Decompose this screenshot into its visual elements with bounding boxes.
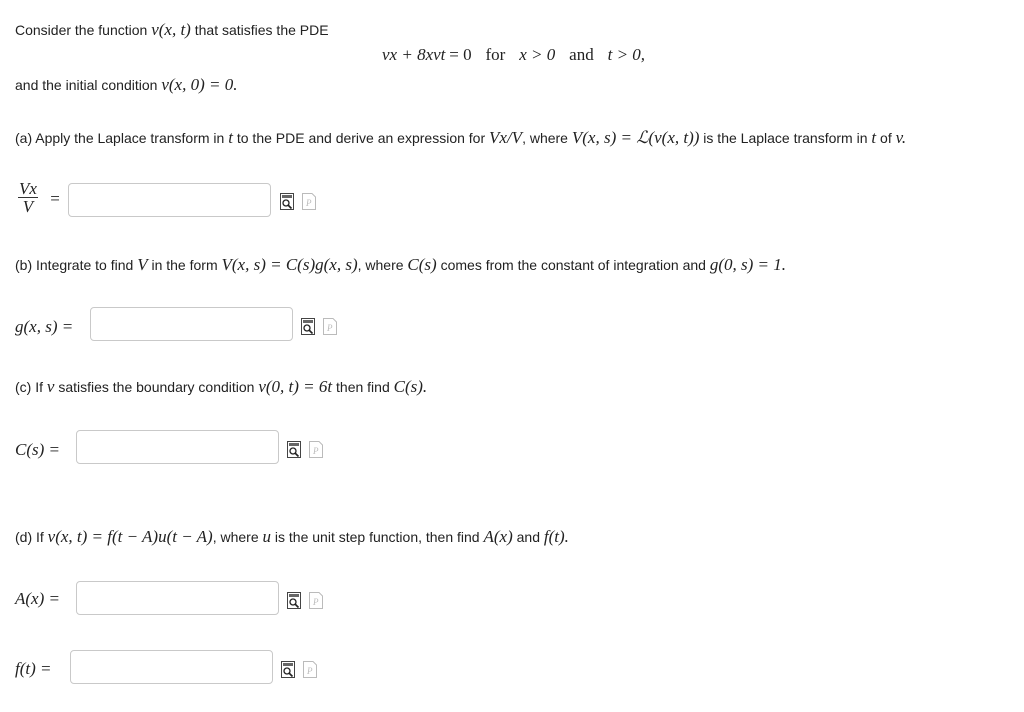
preview-icon[interactable] bbox=[301, 318, 315, 335]
part-a-equals: = bbox=[50, 188, 60, 208]
formula-help-icon[interactable] bbox=[309, 592, 323, 609]
part-a-text-3: , where bbox=[522, 130, 572, 146]
part-b-Cs: C(s) bbox=[407, 255, 437, 274]
part-b-V: V bbox=[137, 255, 148, 274]
svg-text:P: P bbox=[313, 597, 319, 607]
part-b-answer-field[interactable] bbox=[90, 307, 293, 341]
part-b-cond: g(0, s) = 1. bbox=[709, 255, 787, 274]
part-d-text-3: is the unit step function, then find bbox=[271, 529, 484, 545]
part-c-answer-input[interactable] bbox=[77, 431, 278, 463]
svg-text:P: P bbox=[313, 446, 319, 456]
svg-text:P: P bbox=[306, 198, 312, 208]
part-a-fraction-num: Vx bbox=[19, 179, 37, 198]
preview-icon[interactable] bbox=[287, 592, 301, 609]
initial-condition bbox=[15, 75, 237, 95]
part-c-label: C(s) = bbox=[15, 440, 60, 459]
part-b-text-2: in the form bbox=[147, 257, 222, 273]
intro-text-after: that satisfies the PDE bbox=[190, 22, 329, 38]
part-b-question bbox=[15, 255, 786, 275]
intro-func: v(x, t) bbox=[151, 20, 191, 39]
pde-eq: = 0 bbox=[449, 45, 472, 64]
initial-math: v(x, 0) = 0. bbox=[161, 75, 238, 94]
part-a-text-1: (a) Apply the Laplace transform in bbox=[15, 130, 229, 146]
part-b-answer-input[interactable] bbox=[91, 308, 292, 340]
part-b-text-1: (b) Integrate to find bbox=[15, 257, 138, 273]
part-a-laplace-def: V(x, s) = ℒ(v(x, t)) bbox=[571, 128, 700, 147]
part-b-text-4: comes from the constant of integration and bbox=[436, 257, 710, 273]
part-c-text-1: (c) If bbox=[15, 379, 47, 395]
part-a-t2: t bbox=[871, 128, 877, 147]
part-c-text-2: satisfies the boundary condition bbox=[54, 379, 259, 395]
formula-help-icon[interactable] bbox=[303, 661, 317, 678]
svg-text:P: P bbox=[307, 666, 313, 676]
part-d-u: u bbox=[262, 527, 272, 546]
intro-line bbox=[15, 20, 329, 40]
part-a-t: t bbox=[228, 128, 233, 147]
part-a-answer-field[interactable] bbox=[68, 183, 271, 217]
part-d-f: f(t). bbox=[543, 527, 569, 546]
preview-icon[interactable] bbox=[280, 193, 294, 210]
part-a-ratio: Vx/V bbox=[489, 128, 523, 147]
part-c-Cs: C(s). bbox=[393, 377, 428, 396]
part-a-answer-input[interactable] bbox=[69, 184, 270, 216]
part-a-fraction bbox=[18, 181, 38, 216]
svg-text:P: P bbox=[327, 323, 333, 333]
part-a-v: v. bbox=[895, 128, 907, 147]
part-a-label bbox=[18, 181, 60, 216]
part-c-bc: v(0, t) = 6t bbox=[258, 377, 333, 396]
part-c-answer-field[interactable] bbox=[76, 430, 279, 464]
part-d-text-2: , where bbox=[212, 529, 263, 545]
part-c-question bbox=[15, 377, 427, 397]
part-c-text-3: then find bbox=[332, 379, 394, 395]
formula-help-icon[interactable] bbox=[309, 441, 323, 458]
part-b-label: g(x, s) = bbox=[15, 317, 74, 336]
part-d-f-answer-field[interactable] bbox=[70, 650, 273, 684]
part-a-text-5: of bbox=[876, 130, 896, 146]
initial-text: and the initial condition bbox=[15, 77, 162, 93]
part-d-label-f: f(t) = bbox=[15, 659, 52, 678]
part-a-fraction-den: V bbox=[22, 197, 34, 216]
pde-cond-t: t > 0, bbox=[607, 45, 646, 64]
part-b-form: V(x, s) = C(s)g(x, s) bbox=[221, 255, 358, 274]
part-a-text-2: to the PDE and derive an expression for bbox=[232, 130, 490, 146]
pde-and: and bbox=[569, 45, 594, 64]
preview-icon[interactable] bbox=[281, 661, 295, 678]
part-d-label-A: A(x) = bbox=[15, 589, 60, 608]
part-d-f-answer-input[interactable] bbox=[71, 651, 272, 683]
pde-lhs: vx + 8xvt bbox=[382, 45, 446, 64]
part-d-A-answer-input[interactable] bbox=[77, 582, 278, 614]
part-d-question bbox=[15, 527, 569, 547]
part-d-form: v(x, t) = f(t − A)u(t − A) bbox=[47, 527, 213, 546]
part-d-text-1: (d) If bbox=[15, 529, 48, 545]
part-d-text-4: and bbox=[512, 529, 544, 545]
formula-help-icon[interactable] bbox=[323, 318, 337, 335]
pde-cond-x: x > 0 bbox=[519, 45, 556, 64]
part-c-v: v bbox=[46, 377, 55, 396]
pde-for: for bbox=[485, 45, 506, 64]
intro-text: Consider the function bbox=[15, 22, 152, 38]
part-a-text-4: is the Laplace transform in bbox=[699, 130, 872, 146]
formula-help-icon[interactable] bbox=[302, 193, 316, 210]
part-d-A: A(x) bbox=[483, 527, 513, 546]
part-b-text-3: , where bbox=[357, 257, 408, 273]
part-a-question bbox=[15, 128, 906, 148]
pde-equation bbox=[382, 45, 645, 65]
preview-icon[interactable] bbox=[287, 441, 301, 458]
part-d-A-answer-field[interactable] bbox=[76, 581, 279, 615]
